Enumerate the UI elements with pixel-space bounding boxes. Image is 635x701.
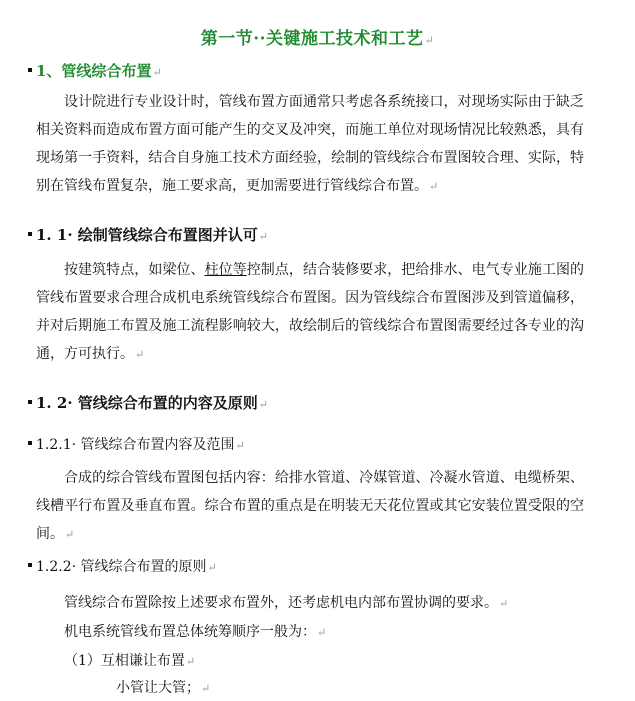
principle-line-3-text: （1）互相谦让布置 [64, 653, 185, 669]
principle-line-4 [116, 677, 210, 697]
heading-1-2 [28, 392, 268, 413]
section-title-text: 第一节··关键施工技术和工艺 [200, 29, 424, 49]
paragraph-mark-icon: ↵ [429, 180, 439, 193]
heading-1-text: 1、管线综合布置 [36, 62, 152, 80]
principle-line-1 [64, 592, 508, 612]
paragraph-1-2-1 [36, 464, 584, 549]
paragraph-1 [36, 88, 584, 201]
heading-1-2-1-text: 1.2.1· 管线综合布置内容及范围 [36, 437, 235, 453]
paragraph-mark-icon: ↵ [207, 561, 217, 574]
paragraph-mark-icon: ↵ [258, 398, 268, 411]
principle-line-4-text: 小管让大管； [116, 680, 200, 696]
heading-1-2-2-text: 1.2.2· 管线综合布置的原则 [36, 559, 207, 575]
paragraph-mark-icon: ↵ [424, 34, 435, 47]
bullet-icon [28, 441, 32, 445]
bullet-icon [28, 563, 32, 567]
bullet-icon [28, 400, 32, 404]
heading-1-2-1 [28, 434, 245, 454]
principle-line-2 [64, 621, 326, 641]
paragraph-mark-icon: ↵ [185, 655, 196, 668]
bullet-icon [28, 232, 32, 236]
heading-1-2-2 [28, 556, 217, 576]
paragraph-1-1-underlined: 柱位等 [204, 262, 247, 278]
heading-1-1 [28, 224, 268, 245]
paragraph-1-text: 设计院进行专业设计时，管线布置方面通常只考虑各系统接口，对现场实际由于缺乏相关资料而造成布置方面可能产生的交叉及冲突，而施工单位对现场情况比较熟悉，具有现场第一手资料，结合自身施工技术方面经验，绘制的管线综合布置图较合理、实际，特别在管线布置复杂，施工要求高，更加需要进行管线综合布置。 [36, 94, 584, 194]
paragraph-1-1-text-b: 控制点，结合装修要求，把给排水、电气专业施工图的管线布置要求合理合成机电系统管线综合布置图。因为管线综合布置图涉及到管道偏移，并对后期施工布置及施工流程影响较大，故绘制后的管线综合布置图需要经过各专业的沟通，方可执行。 [36, 262, 585, 362]
paragraph-mark-icon: ↵ [65, 528, 75, 541]
paragraph-1-2-1-text: 合成的综合管线布置图包括内容：给排水管道、冷媒管道、冷凝水管道、电缆桥架、线槽平行布置及垂直布置。综合布置的重点是在明装无天花位置或其它安装位置受限的空间。 [36, 470, 584, 542]
paragraph-mark-icon: ↵ [135, 348, 145, 361]
paragraph-mark-icon: ↵ [499, 597, 509, 610]
paragraph-1-1 [36, 256, 584, 369]
paragraph-mark-icon: ↵ [152, 66, 162, 79]
paragraph-1-1-text-a: 按建筑特点，如梁位、 [64, 262, 205, 278]
principle-line-3 [64, 650, 195, 670]
paragraph-mark-icon: ↵ [258, 230, 268, 243]
bullet-icon [28, 68, 32, 72]
heading-1-2-text: 1. 2· 管线综合布置的内容及原则 [36, 394, 258, 412]
heading-1 [28, 60, 162, 81]
paragraph-mark-icon: ↵ [235, 439, 245, 452]
principle-line-1-text: 管线综合布置除按上述要求布置外，还考虑机电内部布置协调的要求。 [64, 595, 498, 611]
paragraph-mark-icon: ↵ [201, 682, 211, 695]
heading-1-1-text: 1. 1· 绘制管线综合布置图并认可 [36, 226, 258, 244]
principle-line-2-text: 机电系统管线布置总体统筹顺序一般为： [64, 624, 316, 640]
section-title [0, 24, 635, 49]
paragraph-mark-icon: ↵ [317, 626, 327, 639]
